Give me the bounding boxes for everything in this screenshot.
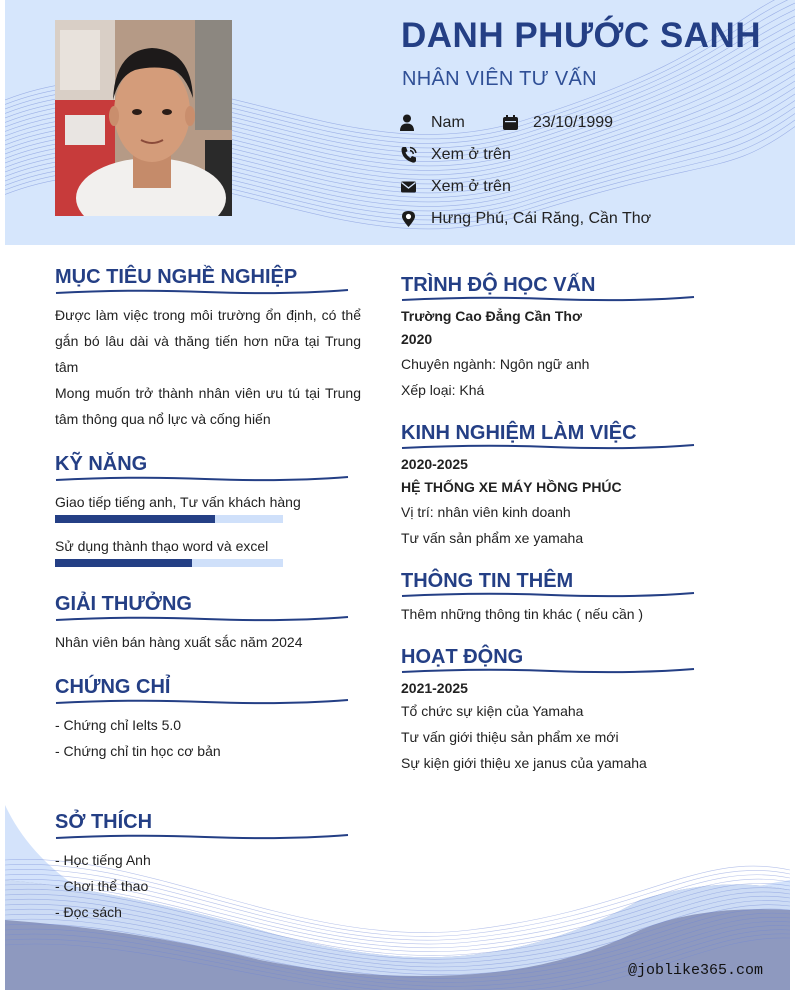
certificates-heading: CHỨNG CHỈ [55, 676, 171, 698]
experience-company: HỆ THỐNG XE MÁY HỒNG PHÚC [401, 479, 622, 495]
birthdate-row [502, 112, 613, 134]
hobbies-heading: SỞ THÍCH [55, 811, 153, 833]
objective-line: Mong muốn trở thành nhân viên ưu tú tại Trung [55, 385, 361, 401]
email-value: Xem ở trên [431, 178, 511, 195]
activities-period: 2021-2025 [401, 680, 468, 696]
full-name: DANH PHƯỚC SANH [401, 16, 762, 55]
education-school: Trường Cao Đẳng Cần Thơ [401, 308, 582, 324]
skill-bar [55, 559, 283, 567]
footer-watermark: @joblike365.com [628, 962, 764, 979]
phone-row [400, 144, 511, 166]
experience-heading: KINH NGHIỆM LÀM VIỆC [401, 422, 637, 444]
objective-line: Được làm việc trong môi trường ổn định, có thể [55, 307, 361, 323]
phone-icon [400, 146, 418, 164]
activity-item: Sự kiện giới thiệu xe janus của yamaha [401, 755, 647, 771]
hobby-item: - Đọc sách [55, 904, 122, 920]
hobbies-list [55, 847, 151, 925]
skill-label: Sử dụng thành thạo word và excel [55, 538, 269, 554]
education-underline [401, 295, 696, 303]
location-pin-icon [400, 210, 418, 228]
objective-underline [55, 288, 350, 296]
certificates-underline [55, 698, 350, 706]
experience-position: Vị trí: nhân viên kinh doanh [401, 504, 571, 520]
certificate-item: - Chứng chỉ tin học cơ bản [55, 743, 221, 759]
objective-line: tâm [55, 359, 79, 375]
experience-period: 2020-2025 [401, 456, 468, 472]
additional-underline [401, 591, 696, 599]
awards-underline [55, 615, 350, 623]
experience-description: Tư vấn sản phẩm xe yamaha [401, 530, 584, 546]
calendar-icon [502, 114, 520, 132]
education-heading: TRÌNH ĐỘ HỌC VẤN [401, 274, 596, 296]
hobby-item: - Chơi thể thao [55, 878, 149, 894]
address-row [400, 208, 651, 230]
skill-label: Giao tiếp tiếng anh, Tư vấn khách hàng [55, 494, 301, 510]
envelope-icon [400, 178, 418, 196]
objective-heading: MỤC TIÊU NGHỀ NGHIỆP [55, 266, 298, 288]
experience-underline [401, 443, 696, 451]
objective-text [55, 302, 361, 432]
skills-underline [55, 475, 350, 483]
education-year: 2020 [401, 331, 433, 347]
activities-underline [401, 667, 696, 675]
education-major: Chuyên ngành: Ngôn ngữ anh [401, 356, 590, 372]
awards-heading: GIẢI THƯỞNG [55, 593, 192, 615]
hobby-item: - Học tiếng Anh [55, 852, 151, 868]
additional-heading: THÔNG TIN THÊM [401, 570, 574, 592]
activities-list [401, 698, 647, 776]
certificate-item: - Chứng chỉ Ielts 5.0 [55, 717, 182, 733]
activity-item: Tư vấn giới thiệu sản phẩm xe mới [401, 729, 619, 745]
objective-line: gắn bó lâu dài và thăng tiến hơn nữa tại Trung [55, 333, 361, 349]
objective-line: tâm thông qua nổ lực và cống hiến [55, 411, 271, 427]
education-grade: Xếp loại: Khá [401, 382, 485, 398]
award-item: Nhân viên bán hàng xuất sắc năm 2024 [55, 634, 303, 650]
phone-value: Xem ở trên [431, 146, 511, 163]
gender-value: Nam [431, 114, 465, 131]
skills-heading: KỸ NĂNG [55, 453, 148, 475]
birthdate-value: 23/10/1999 [533, 114, 614, 131]
additional-text: Thêm những thông tin khác ( nếu cần ) [401, 606, 644, 622]
hobbies-underline [55, 833, 350, 841]
email-row [400, 176, 511, 198]
profile-photo [55, 20, 232, 216]
activity-item: Tổ chức sự kiện của Yamaha [401, 703, 584, 719]
address-value: Hưng Phú, Cái Răng, Cần Thơ [431, 210, 652, 227]
skill-bar-fill [55, 559, 192, 567]
activities-heading: HOẠT ĐỘNG [401, 646, 524, 668]
skill-bar [55, 515, 283, 523]
skill-bar-fill [55, 515, 215, 523]
certificates-list [55, 712, 221, 764]
gender-row [400, 112, 465, 134]
job-title: NHÂN VIÊN TƯ VẤN [402, 68, 597, 90]
user-icon [400, 114, 418, 132]
